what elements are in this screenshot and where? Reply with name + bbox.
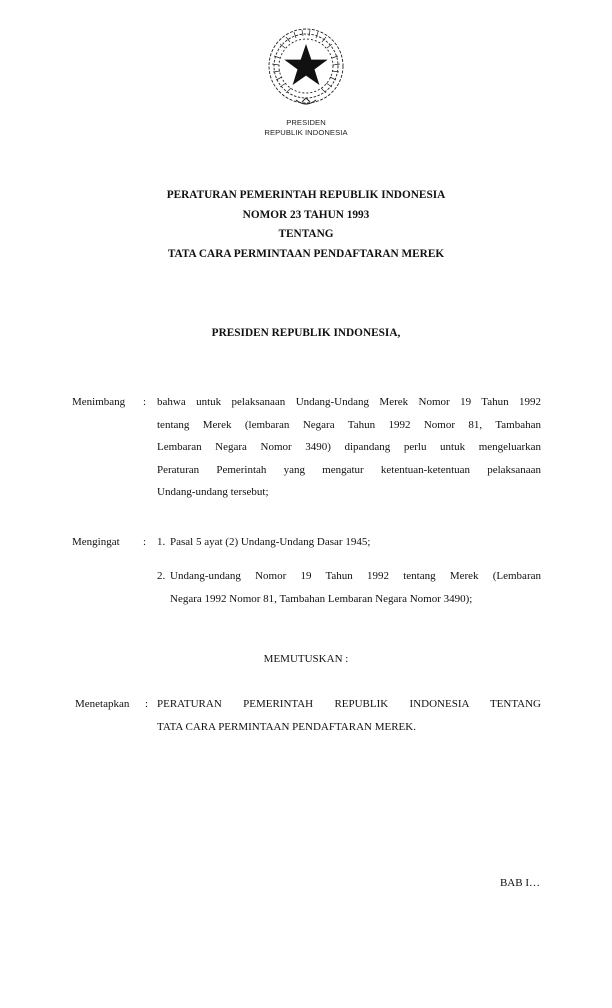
memutuskan-heading: MEMUTUSKAN :	[263, 653, 349, 665]
menimbang-line: Lembaran Negara Nomor 3490) dipandang perlu untuk mengeluarkan	[157, 441, 541, 453]
menimbang-line: Peraturan Pemerintah yang mengatur ketentuan-ketentuan pelaksanaan	[157, 463, 541, 476]
menetapkan-colon: :	[145, 698, 149, 710]
mengingat-item-line: Undang-undang Nomor 19 Tahun 1992 tentang Merek (Lembaran	[170, 570, 541, 582]
menetapkan-label: Menetapkan	[75, 698, 130, 710]
menimbang-line: bahwa untuk pelaksanaan Undang-Undang Merek Nomor 19 Tahun 1992	[157, 396, 541, 408]
mengingat-label: Mengingat	[72, 536, 120, 548]
emblem-caption-presiden: PRESIDEN	[286, 118, 326, 127]
list-number: 1.	[157, 536, 166, 548]
emblem-caption-republik: REPUBLIK INDONESIA	[264, 128, 348, 137]
document-title	[0, 186, 612, 264]
menimbang-colon: :	[143, 396, 147, 408]
menetapkan-line: PERATURAN PEMERINTAH REPUBLIK INDONESIA TENTANG	[157, 698, 541, 710]
title-number-year: NOMOR 23 TAHUN 1993	[242, 208, 370, 221]
menimbang-label: Menimbang	[72, 396, 126, 408]
menetapkan-line: TATA CARA PERMINTAAN PENDAFTARAN MEREK.	[157, 720, 416, 733]
list-number: 2.	[157, 570, 166, 582]
mengingat-item-line: Pasal 5 ayat (2) Undang-Undang Dasar 1945;	[170, 536, 371, 548]
menetapkan-paragraph	[157, 693, 541, 738]
mengingat-item-2	[157, 565, 541, 610]
presidential-seal-icon	[266, 26, 346, 112]
title-subject: TATA CARA PERMINTAAN PENDAFTARAN MEREK	[167, 247, 445, 260]
menimbang-paragraph	[157, 391, 541, 504]
mengingat-item-1	[157, 531, 541, 554]
issuer-heading: PRESIDEN REPUBLIK INDONESIA,	[211, 327, 401, 339]
title-tentang: TENTANG	[278, 228, 334, 241]
title-regulation-type: PERATURAN PEMERINTAH REPUBLIK INDONESIA	[166, 189, 446, 201]
menimbang-line: Undang-undang tersebut;	[157, 486, 269, 498]
next-page-marker: BAB I…	[499, 877, 540, 889]
menimbang-line: tentang Merek (lembaran Negara Tahun 1992 Nomor 81, Tambahan	[157, 418, 541, 431]
mengingat-colon: :	[143, 536, 147, 548]
mengingat-item-line: Negara 1992 Nomor 81, Tambahan Lembaran Negara Nomor 3490);	[170, 592, 473, 605]
